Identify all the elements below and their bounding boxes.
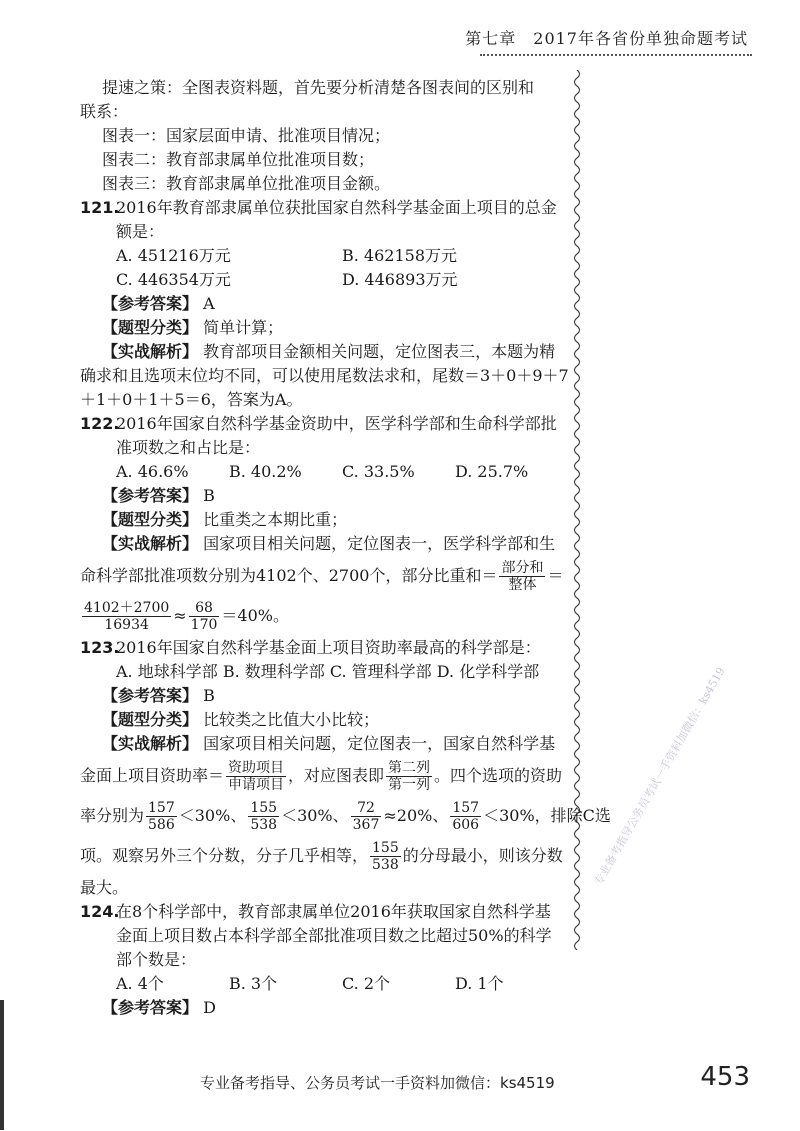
category-label: 【题型分类】 [102, 318, 199, 337]
fraction [450, 800, 481, 833]
intro-chart-2: 图表二：教育部隶属单位批准项目数； [102, 150, 375, 169]
fraction-denominator: 538 [372, 857, 399, 873]
fraction-denominator: 606 [452, 817, 480, 833]
question-121 [80, 196, 568, 244]
fraction-denominator: 整体 [508, 577, 537, 593]
analysis-label: 【实战解析】 [102, 534, 199, 553]
fraction [146, 800, 177, 833]
intro-chart-1: 图表一：国家层面申请、批准项目情况； [102, 126, 391, 145]
fraction-denominator: 367 [352, 817, 380, 833]
answer-label: 【参考答案】 [102, 686, 199, 705]
analysis-text: ＋1＋0＋1＋5＝6，答案为A。 [80, 390, 303, 409]
header-dotted-rule [480, 54, 752, 56]
page-content [80, 76, 611, 1020]
fraction-numerator: 157 [148, 800, 175, 816]
options-row [80, 268, 568, 292]
answer-value: A [203, 294, 215, 313]
question-123 [80, 636, 568, 660]
fraction [499, 560, 545, 593]
left-edge-mark [0, 1000, 4, 1130]
answer-value: B [203, 486, 215, 505]
options-row [80, 244, 568, 268]
answer-line [80, 484, 568, 508]
question-number: 124. [80, 902, 120, 921]
intro-line-2: 联系： [80, 102, 129, 121]
category-line [80, 508, 568, 532]
analysis-math-line [80, 556, 568, 596]
category-value: 比重类之本期比重； [203, 510, 348, 529]
option-b: B. 3个 [229, 974, 278, 993]
analysis-math-line [80, 796, 611, 836]
question-text-line: 金面上项目数占本科学部全部批准项目数之比超过50%的科学 [116, 926, 552, 945]
fraction [351, 800, 382, 833]
approx-sign: ≈ [173, 606, 187, 625]
fraction [248, 800, 279, 833]
answer-value: B [203, 686, 215, 705]
fraction [226, 760, 286, 793]
question-number: 123. [80, 638, 120, 657]
analysis-line [80, 532, 568, 556]
analysis-text: 。四个选项的资助 [434, 766, 563, 785]
category-label: 【题型分类】 [102, 510, 199, 529]
fraction [370, 840, 401, 873]
option-a: A. 451216万元 [116, 246, 231, 265]
analysis-text: 率分别为 [80, 806, 145, 825]
category-line [80, 316, 568, 340]
question-text-line: 部个数是： [116, 950, 197, 969]
page-number: 453 [700, 1062, 750, 1092]
question-text-line: 额是： [116, 222, 165, 241]
analysis-line [80, 340, 568, 364]
question-text-line: 在8个科学部中，教育部隶属单位2016年获取国家自然科学基 [116, 902, 551, 921]
fraction-numerator: 4102＋2700 [84, 600, 170, 616]
analysis-text: 项。观察另外三个分数，分子几乎相等， [80, 846, 369, 865]
fraction-numerator: 68 [189, 600, 220, 617]
fraction-numerator: 72 [351, 800, 382, 817]
analysis-text: 金面上项目资助率＝ [80, 766, 225, 785]
question-text [116, 196, 568, 244]
analysis-line [80, 732, 568, 756]
question-number: 122. [80, 414, 120, 433]
category-value: 比较类之比值大小比较； [203, 710, 380, 729]
question-text-line: 2016年国家自然科学基金资助中，医学科学部和生命科学部批 [116, 414, 557, 433]
fraction-denominator: 申请项目 [228, 777, 285, 793]
question-text-line: 2016年教育部隶属单位获批国家自然科学基金面上项目的总金 [116, 198, 557, 217]
analysis-text: 命科学部批准项数分别为4102个、2700个，部分比重和＝ [80, 566, 498, 585]
fraction-denominator: 16934 [104, 617, 149, 633]
answer-line [80, 292, 568, 316]
answer-label: 【参考答案】 [102, 294, 199, 313]
analysis-text: ≈20%、 [383, 806, 449, 825]
options-row [80, 972, 568, 996]
answer-value: D [203, 998, 216, 1017]
analysis-text: ＜30%、 [178, 806, 247, 825]
chapter-header: 第七章 2017年各省份单独命题考试 [465, 29, 748, 48]
option-a: A. 46.6% [116, 462, 189, 481]
answer-label: 【参考答案】 [102, 998, 199, 1017]
option-d: D. 25.7% [455, 462, 529, 481]
fraction [386, 760, 432, 793]
option-c: C. 446354万元 [116, 270, 231, 289]
analysis-text: 教育部项目金额相关问题，定位图表三，本题为精 [203, 342, 556, 361]
fraction [82, 600, 171, 633]
analysis-text: 国家项目相关问题，定位图表一，医学科学部和生 [203, 534, 556, 553]
fraction-numerator: 部分和 [501, 560, 544, 576]
fraction-denominator: 170 [190, 617, 218, 633]
question-text-line: 准项数之和占比是： [116, 438, 261, 457]
category-label: 【题型分类】 [102, 710, 199, 729]
fraction-denominator: 第一列 [388, 777, 431, 793]
option-a: A. 4个 [116, 974, 164, 993]
option-d: D. 1个 [455, 974, 504, 993]
answer-line [80, 996, 568, 1020]
answer-label: 【参考答案】 [102, 486, 199, 505]
question-number: 121. [80, 198, 120, 217]
analysis-text: 的分母最小，则该分数 [402, 846, 563, 865]
category-value: 简单计算； [203, 318, 284, 337]
option-b: B. 462158万元 [342, 246, 458, 265]
options-row [80, 460, 568, 484]
fraction-numerator: 157 [452, 800, 480, 816]
analysis-text: ＜30%、 [281, 806, 349, 825]
analysis-math-line [80, 756, 568, 796]
question-122 [80, 412, 568, 460]
question-text [116, 412, 568, 460]
analysis-text: 国家项目相关问题，定位图表一，国家自然科学基 [203, 734, 556, 753]
analysis-text: ＝40%。 [221, 606, 289, 625]
fraction-numerator: 155 [250, 800, 278, 816]
footer-text: 专业备考指导、公务员考试一手资料加微信：ks4519 [200, 1074, 555, 1092]
option-c: C. 2个 [342, 974, 391, 993]
intro-chart-3: 图表三：教育部隶属单位批准项目金额。 [102, 174, 391, 193]
analysis-label: 【实战解析】 [102, 342, 199, 361]
question-text [116, 900, 568, 972]
category-line [80, 708, 568, 732]
fraction-denominator: 538 [250, 817, 278, 833]
question-124 [80, 900, 568, 972]
analysis-text: 最大。 [80, 878, 129, 897]
fraction-numerator: 资助项目 [228, 760, 285, 776]
option-c: C. 33.5% [342, 462, 415, 481]
equals-sign: ＝ [547, 566, 564, 585]
question-text: 2016年国家自然科学基金面上项目资助率最高的科学部是： [116, 638, 541, 657]
option-b: B. 40.2% [229, 462, 302, 481]
intro-line-1: 提速之策：全图表资料题，首先要分析清楚各图表间的区别和 [102, 78, 535, 97]
fraction-numerator: 155 [372, 840, 399, 856]
answer-line [80, 684, 568, 708]
analysis-text: 确求和且选项末位均不同，可以使用尾数法求和，尾数＝3＋0＋9＋7 [80, 366, 569, 385]
fraction [189, 600, 220, 633]
analysis-math-line [80, 596, 568, 636]
options-row: A. 地球科学部 B. 数理科学部 C. 管理科学部 D. 化学科学部 [116, 662, 540, 681]
watermark-text: 专业备考指导公务员考试一手资料加微信：ks4519 [591, 665, 728, 888]
fraction-denominator: 586 [148, 817, 175, 833]
analysis-label: 【实战解析】 [102, 734, 199, 753]
analysis-math-line [80, 836, 568, 876]
option-d: D. 446893万元 [342, 270, 458, 289]
analysis-text: ，对应图表即 [288, 766, 385, 785]
analysis-text: ＜30%，排除C选 [483, 806, 611, 825]
fraction-numerator: 第二列 [388, 760, 431, 776]
